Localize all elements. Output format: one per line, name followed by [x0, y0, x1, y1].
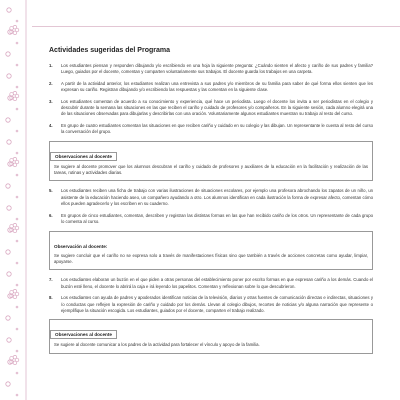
activity-item	[49, 81, 373, 94]
teacher-observation-box	[49, 141, 373, 182]
activity-list-2	[49, 188, 373, 225]
border-dot-icon	[7, 338, 11, 342]
activity-number: 6.	[49, 212, 53, 218]
decorative-left-border	[0, 0, 30, 400]
border-dot-icon	[16, 42, 19, 45]
activity-item	[49, 188, 373, 207]
border-dot-icon	[16, 108, 19, 111]
activity-list-1	[49, 63, 373, 136]
activity-item	[49, 123, 373, 136]
border-dot-icon	[16, 240, 19, 243]
observation-label: Observaciones al docente	[50, 152, 117, 161]
activity-item	[49, 213, 373, 226]
border-dot-icon	[16, 218, 19, 221]
activity-item	[49, 99, 373, 118]
border-dot-icon	[16, 394, 19, 397]
activity-text: Los estudiantes piensan y responden dibujando y/o escribiendo en una hoja la siguiente pregunta: ¿Cuándo sienten el afecto y cariño de sus padres y familia? Luego, guiados por el docente, comentan y comparten voluntariamente sus trabajos. El docente guarda los trabajos en una carpeta.	[61, 63, 373, 75]
border-dot-icon	[16, 350, 19, 353]
flower-icon	[13, 223, 17, 227]
border-dot-icon	[16, 196, 19, 199]
teacher-observation-box	[49, 319, 373, 353]
border-dot-icon	[7, 74, 11, 78]
activity-number: 3.	[49, 98, 53, 104]
flower-icon	[13, 355, 17, 359]
border-dot-icon	[16, 328, 19, 331]
activity-item	[49, 277, 373, 290]
border-dot-icon	[6, 382, 10, 386]
border-dot-icon	[16, 306, 19, 309]
border-dot-icon	[6, 118, 10, 122]
border-dot-icon	[6, 316, 10, 320]
observation-text: Se sugiere concluir que el cariño no se expresa solo a través de manifestaciones físicas sino que también a través de acciones concretas como ayudar, limpiar, apoyarse.	[54, 252, 368, 264]
observation-text: Se sugiere al docente promover que los alumnos descubran el cariño y cuidado de profesores y auxiliares de la educación en la facilitación y realización de las tareas, rutinas y actividades diarias.	[54, 163, 368, 176]
teacher-observation-box	[49, 231, 373, 271]
border-dot-icon	[16, 284, 19, 287]
header-rule	[32, 26, 400, 27]
activity-text: En grupos de cinco estudiantes, comentan, describen y registran las distintas formas en las que han recibido cariño de los otros. Un representante de cada grupo lo comenta al curso.	[61, 212, 373, 225]
border-dot-icon	[16, 372, 19, 375]
activity-number: 5.	[49, 188, 53, 194]
activity-text: A partir de la actividad anterior, los estudiantes realizan una entrevista a sus padres y/o miembros de su familia para saber de qué forma ellos sienten que les expresan su cariño. Registran dibujando y/o escribiendo las respuestas y las comentan en la siguiente clase.	[61, 80, 373, 93]
border-dot-icon	[6, 52, 10, 56]
observation-label: Observaciones al docente	[50, 330, 117, 339]
activity-text: Los estudiantes comentan de acuerdo a su conocimiento y experiencia, qué hace un periodista. Luego el docente los invita a ser periodistas en el colegio y descubrir durante la semana las situaciones en las que reciben el cariño y cuidado de profesores y/o compañeros. En la siguiente sesión, cada alumno elegirá una de las situaciones observadas para dibujarlas y describirlas con una oración. Voluntariamente algunos estudiantes muestran su trabajo al resto del curso.	[61, 98, 373, 117]
border-dot-icon	[7, 140, 11, 144]
border-dot-icon	[16, 86, 19, 89]
activity-number: 2.	[49, 80, 53, 86]
border-dot-icon	[7, 206, 11, 210]
document-body	[49, 47, 373, 361]
page-title: Actividades sugeridas del Programa	[49, 47, 170, 54]
observation-label: Observación al docente:	[54, 243, 108, 249]
border-dot-icon	[7, 272, 11, 276]
activity-text: En grupo de cuatro estudiantes comentan las situaciones en que reciben cariño y cuidado en su colegio y las dibujan. Un representante le cuenta al resto del curso la conversación del grupo.	[61, 122, 373, 135]
activity-number: 7.	[49, 277, 53, 283]
flower-icon	[13, 25, 17, 29]
activity-item	[49, 295, 373, 314]
border-dot-icon	[7, 8, 11, 12]
border-dot-icon	[6, 250, 10, 254]
border-dot-icon	[16, 20, 19, 23]
flower-icon	[13, 157, 17, 161]
border-dot-icon	[16, 174, 19, 177]
border-dot-icon	[16, 64, 19, 67]
activity-text: Los estudiantes elaboran un buzón en el que piden a otras personas del establecimiento poner por escrito formas en que expresan cariño a los demás. Cuando el buzón esté lleno, el docente lo abrirá la caja e irá leyendo los papelitos. Comentan y reflexionan sobre lo que descubrieron.	[61, 277, 373, 289]
activity-item	[49, 63, 373, 76]
border-dot-icon	[16, 130, 19, 133]
activity-text: Los estudiantes reciben una ficha de trabajo con varias ilustraciones de situaciones escolares, por ejemplo una profesora abrochando los zapatos de un niño, un asistente de la educación haciendo aseo, un compañero ayudando a otro. Los alumnos identifican en cada ilustración la forma de expresar afecto, comentan cómo ellos pueden agradecerlo y los escriben en su cuaderno.	[61, 188, 373, 207]
border-dot-icon	[6, 184, 10, 188]
border-dot-icon	[16, 152, 19, 155]
activity-number: 4.	[49, 122, 53, 128]
border-dot-icon	[16, 262, 19, 265]
activity-text: Los estudiantes con ayuda de padres y apoderados identifican noticias de la televisión, diarios y otras fuentes de comunicación directas e indirectas, situaciones y /o conductas que reflejen la expresión de cariño y cuidado por los demás. Llevan al colegio dibujos, recortes de noticias y/o alguna narración que represente o ejemplifique la situación escogida. Los estudiantes, guiados por el docente, comparten el trabajo realizado.	[61, 295, 373, 313]
observation-text: Se sugiere al docente comunicar a los padres de la actividad para fortalecer el vínculo y apoyo de la familia.	[54, 342, 260, 348]
flower-icon	[13, 289, 17, 293]
activity-number: 1.	[49, 63, 53, 68]
flower-icon	[13, 91, 17, 95]
activity-number: 8.	[49, 295, 53, 301]
activity-list-3	[49, 277, 373, 314]
